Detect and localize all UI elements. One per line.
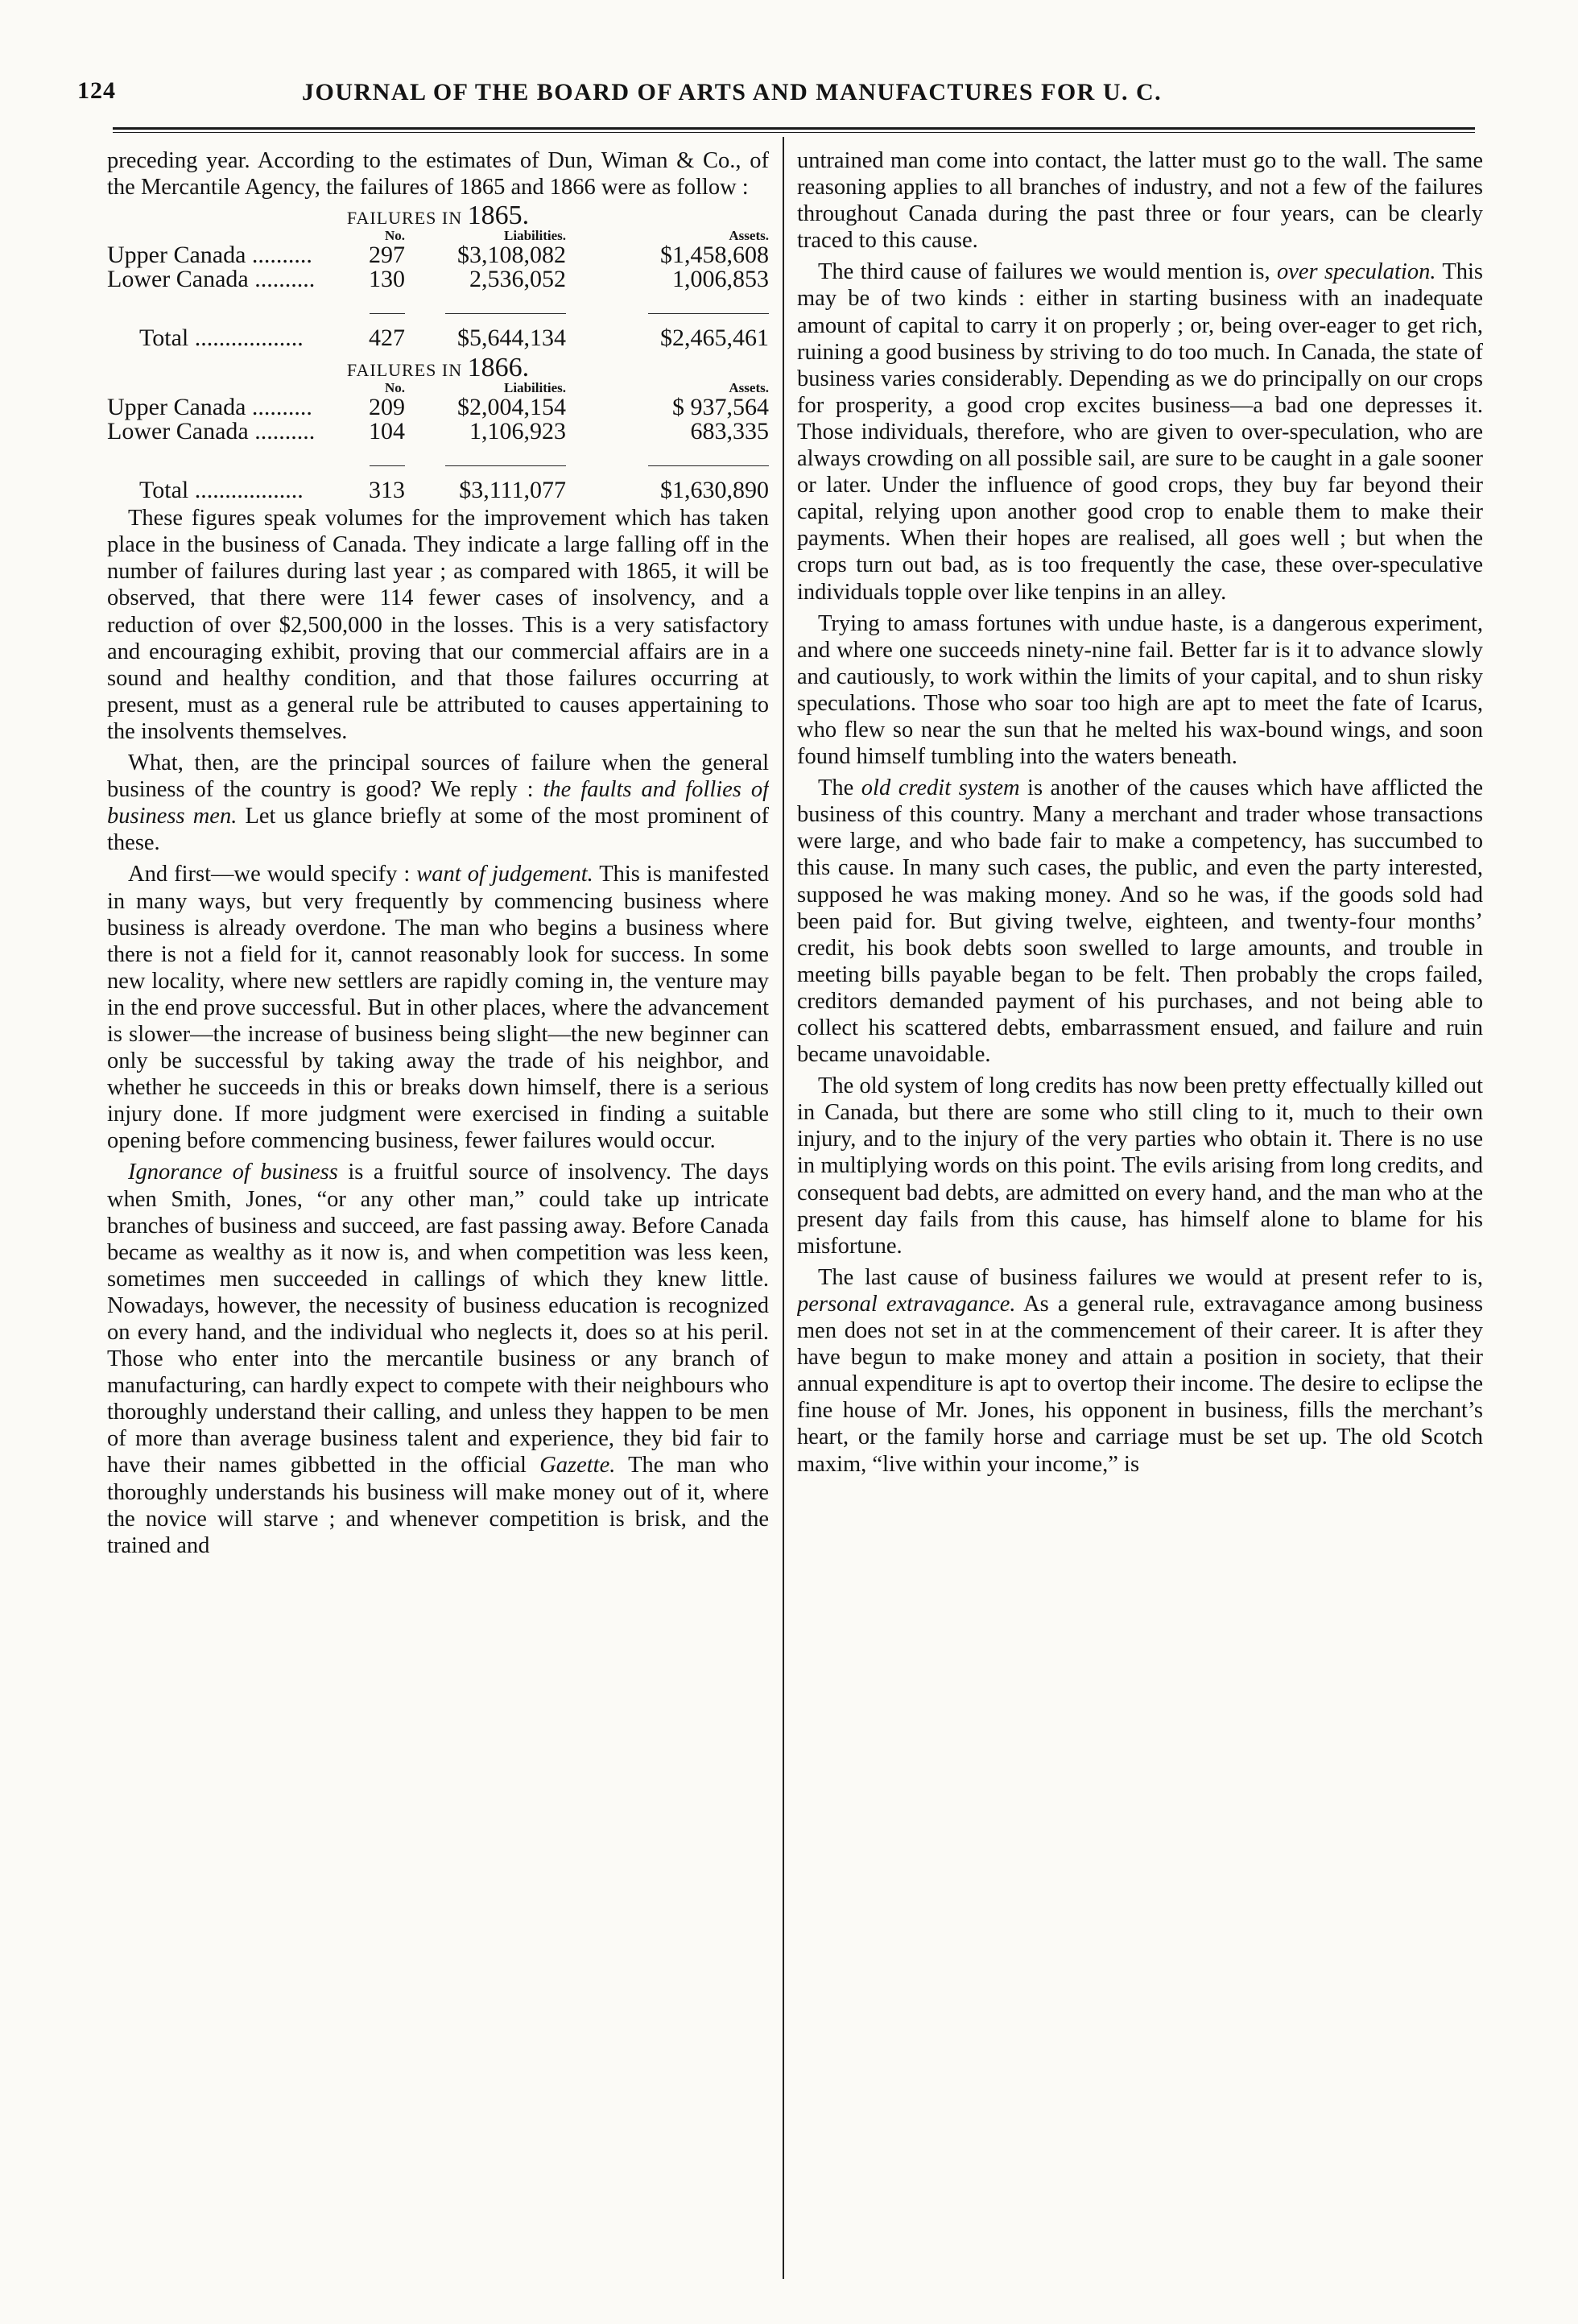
table-header-row <box>107 379 769 395</box>
total-liabilities: $5,644,134 <box>457 325 566 352</box>
row-liabilities: $3,108,082 <box>457 242 566 269</box>
old-credit-paragraph <box>797 775 1483 1068</box>
table-row <box>107 267 769 292</box>
ignorance-paragraph <box>107 1159 769 1558</box>
total-no: 313 <box>369 477 405 504</box>
text-run: The third cause of failures we would mention is, <box>818 259 1277 285</box>
text-run: This may be of two kinds : either in starting business with an inadequate amount of capital to carry it on properly ; or, being over-eager to get rich, ruining a good business by striving to do too much. In Canada, the state of business varies considerably. Depending as we do principally on our crops for prosperity, a good crop excites business—a bad one depresses it. Those individuals, therefore, who are given to over-speculation, who are always crowding on all possible sail, are sure to be caught in a gale sooner or later. Under the influence of good crops, they buy far beyond their capital, relying upon another good crop to enable them to make their payments. When their hopes are realised, all goes well ; but when the crops turn out bad, as is too frequently the case, these over-speculative individuals topple over like tenpins in an alley. <box>797 259 1483 605</box>
header-assets: Assets. <box>729 380 769 396</box>
table-1865-caption <box>107 202 769 229</box>
row-label: Lower Canada .......... <box>107 266 316 293</box>
text-run: What, then, are the principal sources of failure when the general business of the country is good? We reply : <box>107 751 769 803</box>
table-caption-year: 1866. <box>467 353 530 383</box>
row-liabilities: 2,536,052 <box>469 266 566 293</box>
row-assets: 1,006,853 <box>672 266 769 293</box>
emphasis-over-speculation: over speculation. <box>1276 259 1436 285</box>
over-speculation-paragraph <box>797 258 1483 605</box>
row-assets: $ 937,564 <box>672 394 769 421</box>
total-liabilities: $3,111,077 <box>459 477 566 504</box>
table-caption-text: FAILURES IN <box>346 208 463 229</box>
total-rule <box>107 444 769 476</box>
row-assets: $1,458,608 <box>660 242 769 269</box>
text-run: The man who thoroughly understands his business will make money out of it, where the novice will starve ; and whenever competition is brisk, and the trained and <box>107 1453 769 1558</box>
right-column <box>797 147 1483 2273</box>
row-no: 104 <box>369 418 405 445</box>
text-run: This is manifested in many ways, but very frequently by commencing business where business is already overdone. The man who begins a business where there is not a field for it, cannot reasonably look for success. In some new locality, where new settlers are rapidly coming in, the venture may in the end prove successful. But in other places, where the advancement is slower—the increase of business being slight—the new beginner can only be successful by taking away the trade of his neighbor, and whether he succeeds in this or breaks down himself, there is a serious injury done. If more judgment were exercised in finding a suitable opening before commencing business, fewer failures would occur. <box>107 862 769 1154</box>
journal-title: JOURNAL OF THE BOARD OF ARTS AND MANUFACTURES FOR U. C. <box>302 79 1163 105</box>
table-total-row <box>107 324 769 353</box>
row-liabilities: 1,106,923 <box>469 418 566 445</box>
failures-1866-table <box>107 379 769 505</box>
trying-paragraph: Trying to amass fortunes with undue haste, is a dangerous experiment, and where one succeeds ninety-nine fail. Better far is it to advance slowly and cautiously, to work within the limits of your capital, and to shun risky speculations. Those who soar too high are apt to meet the fate of Icarus, who flew so near the sun that he melted his wax-bound wings, and soon found himself tumbling into the waters beneath. <box>797 610 1483 770</box>
total-label: Total .................. <box>139 477 304 504</box>
header-rule-thin <box>113 132 1475 133</box>
table-row <box>107 395 769 420</box>
table-row <box>107 243 769 267</box>
row-assets: 683,335 <box>690 418 769 445</box>
text-run: The <box>818 775 861 801</box>
row-liabilities: $2,004,154 <box>457 394 566 421</box>
text-run: is a fruitful source of insolvency. The days when Smith, Jones, “or any other man,” could take up intricate branches of business and succeed, are fast passing away. Before Canada became as wealthy as it now is, and when competition was less keen, sometimes men succeeded in callings of which they knew little. Nowadays, however, the necessity of business education is recognized on every hand, and the individual who neglects it, does so at his peril. Those who enter into the mercantile business or any branch of manufacturing, can hardly expect to compete with their neighbours who thoroughly understand their calling, and unless they happen to be men of more than average business talent and experience, they bid fair to have their names gibbetted in the official <box>107 1160 769 1478</box>
table-caption-year: 1865. <box>467 201 530 231</box>
table-caption-text: FAILURES IN <box>346 360 463 381</box>
want-of-judgement-paragraph <box>107 861 769 1154</box>
table-header-row <box>107 227 769 243</box>
figures-paragraph: These figures speak volumes for the improvement which has taken place in the business of Canada. They indicate a large falling off in the number of failures during last year ; as compared with 1865, it will be observed, that there were 114 fewer cases of insolvency, and a reduction of over $2,500,000 in the losses. This is a very satisfactory and encouraging exhibit, proving that our commercial affairs are in a sound and healthy condition, and that those failures occurring at present, must as a general rule be attributed to causes appertaining to the insolvents themselves. <box>107 506 769 744</box>
row-label: Upper Canada .......... <box>107 242 312 269</box>
total-rule <box>107 292 769 324</box>
header-rule <box>113 127 1475 130</box>
long-credits-paragraph: The old system of long credits has now been pretty effectually killed out in Canada, but there are some who still cling to it, much to their own injury, and to the injury of the very parties who obtain it. There is no use in multiplying words on this point. The evils arising from long credits, and consequent bad debts, are admitted on every hand, and the man who at the present day fails from this cause, has himself alone to blame for his misfortune. <box>797 1073 1483 1259</box>
row-label: Upper Canada .......... <box>107 394 312 421</box>
running-head <box>0 0 1578 129</box>
emphasis-ignorance-of-business: Ignorance of business <box>128 1160 338 1185</box>
table-1866-caption <box>107 354 769 381</box>
total-label: Total .................. <box>139 325 304 352</box>
text-run: is another of the causes which have afflicted the business of this country. Many a merchant and trader whose transactions were large, and who bade fair to make a competency, has succumbed to this cause. In many such cases, the public, and even the party interested, supposed he was making money. And so he was, if the goods sold had been paid for. But giving twelve, eighteen, and twenty-four months’ credit, his book debts soon swelled to large amounts, and trouble in meeting bills payable began to be felt. Then probably the crops failed, creditors demanded payment of his purchases, and not being able to collect his scattered debts, embarrassment ensued, and failure and ruin became unavoidable. <box>797 775 1483 1068</box>
row-no: 130 <box>369 266 405 293</box>
row-no: 297 <box>369 242 405 269</box>
total-assets: $1,630,890 <box>660 477 769 504</box>
intro-paragraph: preceding year. According to the estimates of Dun, Wiman & Co., of the Mercantile Agency, the failures of 1865 and 1866 were as follow : <box>107 148 769 201</box>
table-total-row <box>107 476 769 505</box>
text-run: As a general rule, extravagance among business men does not set in at the commencement of their career. It is after they have begun to make money and attain a position in society, that their annual expenditure is apt to overtop their income. The desire to eclipse the fine house of Mr. Jones, his opponent in business, fills the merchant’s heart, or the family horse and carriage must be set up. The old Scotch maxim, “live within your income,” is <box>797 1291 1483 1477</box>
header-liabilities: Liabilities. <box>504 228 566 244</box>
left-column <box>107 147 769 2273</box>
row-no: 209 <box>369 394 405 421</box>
emphasis-old-credit-system: old credit system <box>861 775 1020 801</box>
text-run: And first—we would specify : <box>128 862 417 887</box>
emphasis-gazette: Gazette. <box>539 1453 616 1478</box>
extravagance-paragraph <box>797 1264 1483 1478</box>
text-run: The last cause of business failures we would at present refer to is, <box>818 1264 1483 1290</box>
emphasis-faults-follies: the faults and follies of business men. <box>107 777 769 829</box>
column-divider <box>783 137 784 2279</box>
continuation-paragraph: untrained man come into contact, the latter must go to the wall. The same reasoning applies to all branches of industry, and not a few of the failures throughout Canada during the past three or four years, can be clearly traced to this cause. <box>797 148 1483 254</box>
header-no: No. <box>384 380 405 396</box>
table-row <box>107 420 769 444</box>
total-assets: $2,465,461 <box>660 325 769 352</box>
emphasis-want-of-judgement: want of judgement. <box>416 862 593 887</box>
page-number: 124 <box>77 77 116 104</box>
total-no: 427 <box>369 325 405 352</box>
text-run: Let us glance briefly at some of the most prominent of these. <box>107 804 769 856</box>
emphasis-personal-extravagance: personal extravagance. <box>797 1291 1016 1317</box>
what-then-paragraph <box>107 750 769 856</box>
header-assets: Assets. <box>729 228 769 244</box>
row-label: Lower Canada .......... <box>107 418 316 445</box>
header-no: No. <box>384 228 405 244</box>
failures-1865-table <box>107 227 769 353</box>
header-liabilities: Liabilities. <box>504 380 566 396</box>
